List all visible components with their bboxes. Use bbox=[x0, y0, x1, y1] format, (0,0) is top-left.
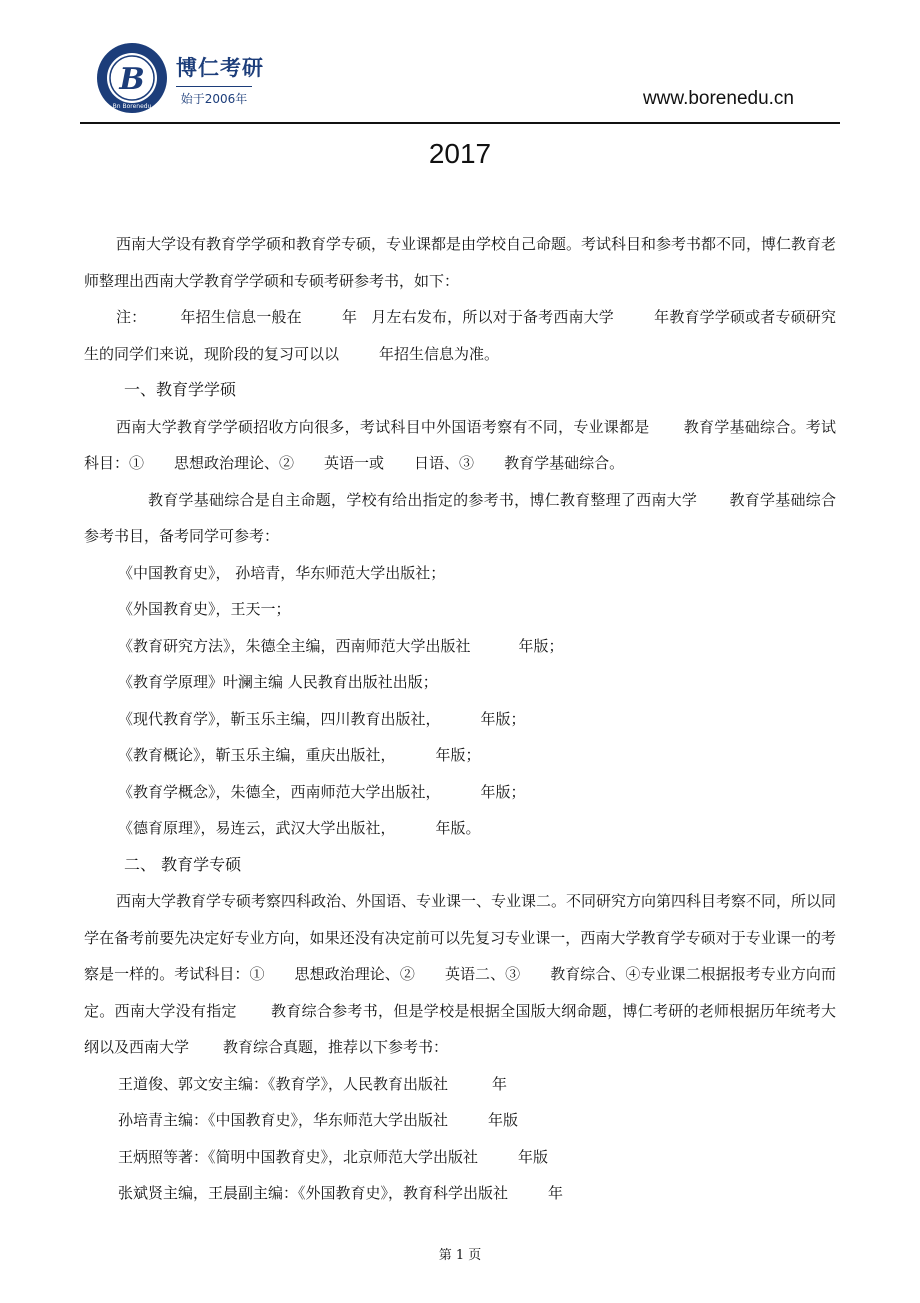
boren-logo bbox=[96, 42, 168, 114]
book-item: 《教育学原理》叶澜主编 人民教育出版社出版； bbox=[118, 673, 438, 691]
website-url[interactable]: www.borenedu.cn bbox=[642, 88, 794, 109]
logo-letter: B bbox=[119, 62, 145, 97]
header-divider bbox=[80, 122, 840, 124]
section1-heading: 一、教育学学硕 bbox=[124, 380, 237, 399]
book-item: 张斌贤主编，王晨副主编：《外国教育史》，教育科学出版社 年 bbox=[118, 1184, 564, 1202]
note-paragraph: 注： 年招生信息一般在 年 月左右发布，所以对于备考西南大学 年教育学学硕或者专硕研究生的同学们来说，现阶段的复习可以以 年招生信息为准。 bbox=[84, 308, 836, 363]
book-item: 王炳照等著：《简明中国教育史》，北京师范大学出版社 年版 bbox=[118, 1147, 549, 1166]
logo-ring-text: Bn Borenedu bbox=[112, 103, 152, 110]
page-number: 第 1 页 bbox=[438, 1248, 482, 1263]
brand-tagline: 始于2006年 bbox=[176, 86, 252, 107]
book-item: 《德育原理》，易连云，武汉大学出版社， 年版。 bbox=[118, 819, 481, 837]
document-title: 2017 bbox=[428, 138, 492, 169]
section1-paragraph-1: 西南大学教育学学硕招收方向很多，考试科目中外国语考察有不同，专业课都是 教育学基础综合。考试科目：① 思想政治理论、② 英语一或 日语、③ 教育学基础综合。 bbox=[84, 417, 836, 472]
brand-name: 博仁考研 bbox=[176, 56, 264, 80]
section1-paragraph-2: 教育学基础综合是自主命题，学校有给出指定的参考书，博仁教育整理了西南大学 教育学基础综合参考书目，备考同学可参考： bbox=[84, 490, 836, 545]
document-body bbox=[84, 226, 836, 1212]
book-item: 《教育学概念》，朱德全，西南师范大学出版社， 年版； bbox=[118, 782, 526, 801]
book-item: 《教育研究方法》，朱德全主编，西南师范大学出版社 年版； bbox=[118, 636, 564, 655]
section2-paragraph: 西南大学教育学专硕考察四科政治、外国语、专业课一、专业课二。不同研究方向第四科目考察不同，所以同学在备考前要先决定好专业方向，如果还没有决定前可以先复习专业课一，西南大学教育学专硕对于专业课一的考察是一样的。考试科目：① 思想政治理论、② 英语二、③ 教育综合、④专业课二根据报考专业方向而定。西南大学没有指定 教育综合参考书，但是学校是根据全国版大纲命题，博仁考研的老师根据历年统考大纲以及西南大学 教育综合真题，推荐以下参考书： bbox=[84, 892, 837, 1056]
section2-heading: 二、 教育学专硕 bbox=[124, 854, 242, 874]
book-item: 王道俊、郭文安主编：《教育学》，人民教育出版社 年 bbox=[118, 1074, 508, 1093]
book-item: 《现代教育学》，靳玉乐主编，四川教育出版社， 年版； bbox=[118, 709, 526, 728]
book-item: 《外国教育史》，王天一； bbox=[118, 600, 291, 618]
book-item: 孙培青主编：《中国教育史》，华东师范大学出版社 年版 bbox=[118, 1111, 519, 1129]
book-item: 《教育概论》，靳玉乐主编，重庆出版社， 年版； bbox=[118, 746, 481, 764]
intro-paragraph: 西南大学设有教育学学硕和教育学专硕，专业课都是由学校自己命题。考试科目和参考书都不同，博仁教育老师整理出西南大学教育学学硕和专硕考研参考书，如下： bbox=[84, 235, 837, 290]
book-item: 《中国教育史》， 孙培青，华东师范大学出版社； bbox=[118, 563, 446, 582]
